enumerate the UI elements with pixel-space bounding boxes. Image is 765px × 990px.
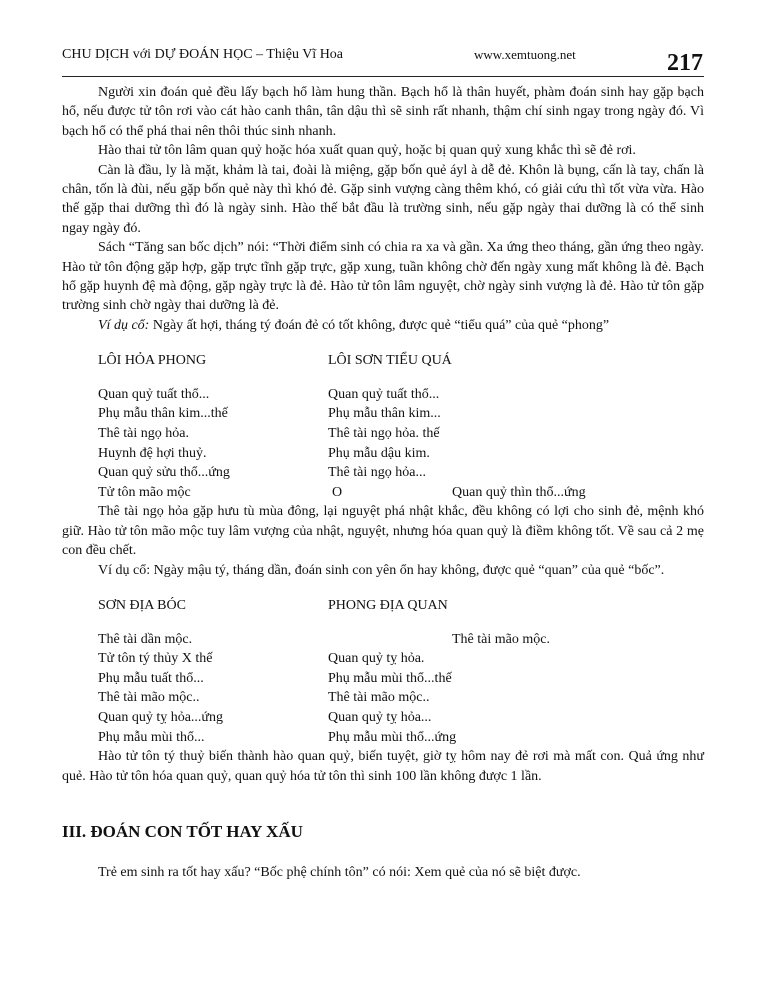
line-left: Quan quỷ tỵ hỏa...ứng xyxy=(98,710,224,726)
line-right: Thê tài mão mộc.. xyxy=(328,690,430,706)
hexagram-title-row xyxy=(62,351,704,371)
example1-conclusion: Thê tài ngọ hỏa gặp hưu tù mùa đông, lại nguyệt phá nhật khắc, đều không có lợi cho sinh đẻ, mệnh khó giữ. Hào tử tôn mão mộc tuy lâm vượng của nhật, nguyệt, nhưng hóa quan quỷ là điềm không tốt. Về sau cả 2 mẹ con đều chết. xyxy=(62,504,704,559)
hexagram-title-left: LÔI HỎA PHONG xyxy=(98,353,207,369)
line-left: Tử tôn tý thủy X thế xyxy=(98,651,213,667)
hexagram-title-row xyxy=(62,596,704,616)
paragraph: Sách “Tăng san bốc dịch” nói: “Thời điểm sinh có chia ra xa và gần. Xa ứng theo tháng, gần ứng theo ngày. Hào tử tôn động gặp hợp, gặp trực tĩnh gặp trực, gặp xung, tuần không chờ đến ngày xung mất không là đẻ. Bạch hổ gặp huynh đệ mà động, gặp ngày trực là đẻ. Hào tử tôn lâm nguyệt, chờ ngày sinh vượng là đẻ. Hào tử tôn gặp trường sinh chờ ngày thai dưỡng là đẻ. xyxy=(62,240,704,314)
line-left: Phụ mẫu thân kim...thế xyxy=(98,406,228,422)
line-right: Quan quỷ tỵ hỏa. xyxy=(328,651,425,667)
line-left: Quan quỷ sửu thổ...ứng xyxy=(98,465,230,481)
line-right: Quan quỷ thìn thổ...ứng xyxy=(452,484,586,500)
paragraph: Hào thai tử tôn lâm quan quỷ hoặc hóa xuất quan quỷ, hoặc bị quan quỷ xung khắc thì sẽ đẻ rơi. xyxy=(98,143,636,159)
running-header-title: CHU DỊCH với DỰ ĐOÁN HỌC – Thiệu Vĩ Hoa xyxy=(62,47,344,62)
hexagram-title-right: LÔI SƠN TIỂU QUÁ xyxy=(328,353,452,369)
page-body xyxy=(62,83,704,883)
hexagram-line xyxy=(62,630,704,650)
page-number: 217 xyxy=(667,50,703,76)
hexagram-line xyxy=(62,708,704,728)
running-header-url: www.xemtuong.net xyxy=(474,47,576,62)
example1-text: Ngày ất hợi, tháng tý đoán đẻ có tốt không, được quẻ “tiểu quá” của quẻ “phong” xyxy=(149,317,610,333)
example2-conclusion: Hào tử tôn tý thuỷ biến thành hào quan quỷ, biến tuyệt, giờ tỵ hôm nay đẻ rơi mà mất con. Quả ứng như quẻ. Hào tử tôn hóa quan quỷ, quan quỷ hóa tử tôn thì sinh 100 lần không được 1 lần. xyxy=(62,749,704,784)
line-left: Tử tôn mão mộc xyxy=(98,484,191,500)
hexagram-title-right: PHONG ĐỊA QUAN xyxy=(328,598,448,614)
hexagram-line xyxy=(62,728,704,748)
hexagram-line xyxy=(62,669,704,689)
moving-line-mark: O xyxy=(332,484,343,500)
example1-intro xyxy=(62,316,704,335)
line-right: Thê tài mão mộc. xyxy=(452,631,550,647)
line-right: Phụ mẫu mùi thổ...thế xyxy=(328,670,452,686)
paragraph: Người xin đoán quẻ đều lấy bạch hổ làm hung thần. Bạch hổ là thân huyết, phàm đoán sinh hay gặp bạch hổ, nếu được tử tôn rơi vào cát hào canh thân, tân dậu thì sẽ sinh rất nhanh, thậm chí sinh ngay trong ngày đó. Vì bạch hổ có thể phá thai nên thôi thúc sinh nhanh. xyxy=(62,85,704,139)
hexagram-line xyxy=(62,688,704,708)
hexagram-line xyxy=(62,483,704,503)
line-right: Quan quỷ tỵ hỏa... xyxy=(328,710,432,726)
hexagram-line xyxy=(62,385,704,405)
line-right: Quan quỷ tuất thổ... xyxy=(328,386,440,402)
line-right: Phụ mẫu thân kim... xyxy=(328,406,441,422)
section-paragraph: Trẻ em sinh ra tốt hay xấu? “Bốc phệ chính tôn” có nói: Xem quẻ của nó sẽ biệt được. xyxy=(98,865,581,881)
line-left: Thê tài mão mộc.. xyxy=(98,690,200,706)
line-left: Huynh đệ hợi thuỷ. xyxy=(98,445,207,461)
line-right: Phụ mẫu dậu kim. xyxy=(328,445,430,461)
paragraph: Càn là đầu, ly là mặt, khảm là tai, đoài là miệng, gặp bốn quẻ áyl à dễ đẻ. Khôn là bụng, cấn là tay, chấn là chân, tốn là đùi, nếu gặp bốn quẻ này thì khó đẻ. Gặp sinh vượng càng thêm khó, có giải cứu thì tốt vừa vừa. Hào thế gặp thai dưỡng thì đó là ngày sinh. Hào thế bắt đầu là trường sinh, nếu gặp ngày thai dưỡng là có thể sinh ngay ngày đó. xyxy=(62,162,704,236)
header-rule xyxy=(62,76,704,77)
line-left: Quan quỷ tuất thổ... xyxy=(98,386,210,402)
section-heading: III. ĐOÁN CON TỐT HAY XẤU xyxy=(62,822,303,842)
hexagram-line xyxy=(62,463,704,483)
hexagram-title-left: SƠN ĐỊA BÓC xyxy=(98,598,186,614)
line-left: Thê tài dần mộc. xyxy=(98,631,193,647)
example2-intro: Ví dụ cổ: Ngày mậu tý, tháng dần, đoán sinh con yên ổn hay không, được quẻ “quan” của quẻ “bốc”. xyxy=(98,562,665,578)
hexagram-line xyxy=(62,444,704,464)
line-right: Thê tài ngọ hỏa. thế xyxy=(328,426,440,442)
line-left: Phụ mẫu tuất thổ... xyxy=(98,670,204,686)
line-left: Thê tài ngọ hỏa. xyxy=(98,426,189,442)
hexagram-line xyxy=(62,404,704,424)
hexagram-line xyxy=(62,424,704,444)
hexagram-line xyxy=(62,649,704,669)
line-right: Phụ mẫu mùi thổ...ứng xyxy=(328,729,457,745)
line-right: Thê tài ngọ hỏa... xyxy=(328,465,426,481)
line-left: Phụ mẫu mùi thổ... xyxy=(98,729,205,745)
example1-label: Ví dụ cổ: xyxy=(98,317,150,333)
